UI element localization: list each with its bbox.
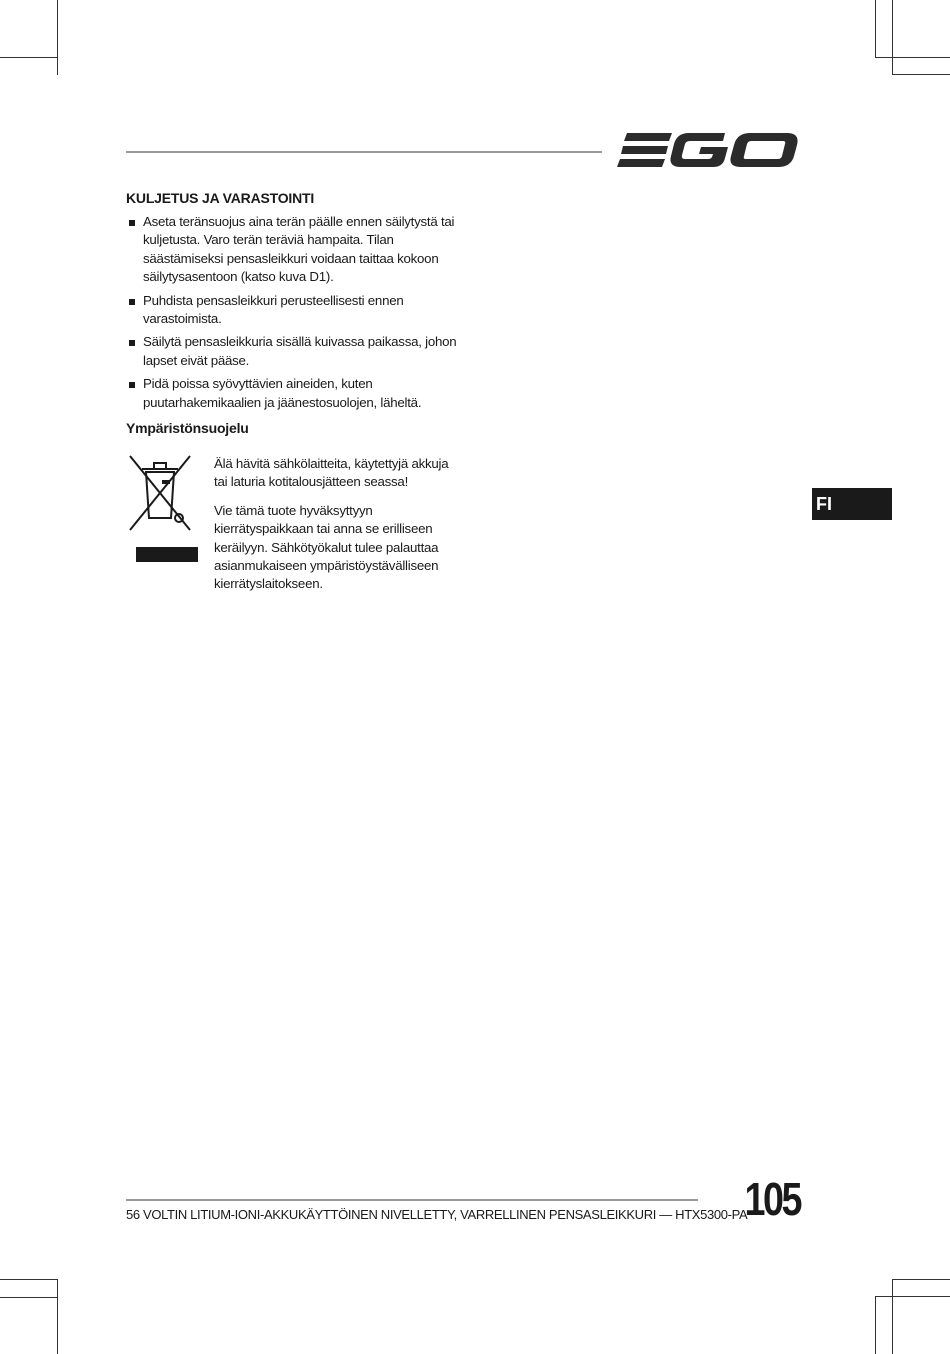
crop-mark: [0, 1279, 58, 1280]
environment-paragraph: Vie tämä tuote hyväksyttyyn kierrätyspaikkaan tai anna se erilliseen keräilyyn. Sähkötyökalut tulee palauttaa asianmukaiseen ympäristöystävälliseen kierrätyslaitokseen.: [214, 502, 439, 592]
list-item: Säilytä pensasleikkuria sisällä kuivassa paikassa, johon lapset eivät pääse.: [126, 333, 461, 370]
footer-product-title: 56 VOLTIN LITIUM-IONI-AKKUKÄYTTÖINEN NIVELLETTY, VARRELLINEN PENSASLEIKKURI — HTX5300-PA: [126, 1207, 748, 1222]
page-number: 105: [744, 1173, 800, 1225]
environment-heading: Ympäristönsuojelu: [126, 420, 249, 437]
list-item: Puhdista pensasleikkuri perusteellisesti ennen varastoimista.: [126, 292, 461, 329]
section-heading: KULJETUS JA VARASTOINTI: [126, 190, 315, 206]
crop-mark: [892, 74, 950, 75]
crop-mark: [57, 0, 58, 75]
language-tab: [812, 488, 892, 520]
list-item: Aseta teränsuojus aina terän päälle ennen säilytystä tai kuljetusta. Varo terän teräviä hampaita. Tilan säästämiseksi pensasleikkuri voidaan taittaa kokoon säilytysasentoon (katso kuva D1).: [126, 213, 461, 287]
crop-mark: [892, 0, 893, 75]
weee-crossed-bin-icon: [126, 452, 202, 567]
crop-mark: [875, 1296, 950, 1297]
list-item: Pidä poissa syövyttävien aineiden, kuten puutarhakemikaalien ja jäänestosuolojen, läheltä.: [126, 375, 461, 412]
environment-paragraph: Älä hävitä sähkölaitteita, käytettyjä akkuja tai laturia kotitalousjätteen seassa!: [214, 456, 449, 490]
crop-mark: [875, 0, 876, 58]
crop-mark: [892, 1279, 950, 1280]
environment-text: [214, 455, 464, 604]
crop-mark: [875, 1296, 876, 1354]
crop-mark: [0, 1297, 58, 1298]
crop-mark: [57, 1279, 58, 1354]
header-rule: [126, 151, 602, 153]
language-code: FI: [816, 494, 832, 514]
ego-logo: [617, 128, 800, 172]
crop-mark: [892, 1279, 893, 1354]
instruction-list: [126, 213, 461, 412]
crop-mark: [0, 57, 58, 58]
footer-rule: [126, 1199, 698, 1201]
crop-mark: [875, 57, 950, 58]
content-column: [126, 190, 461, 436]
